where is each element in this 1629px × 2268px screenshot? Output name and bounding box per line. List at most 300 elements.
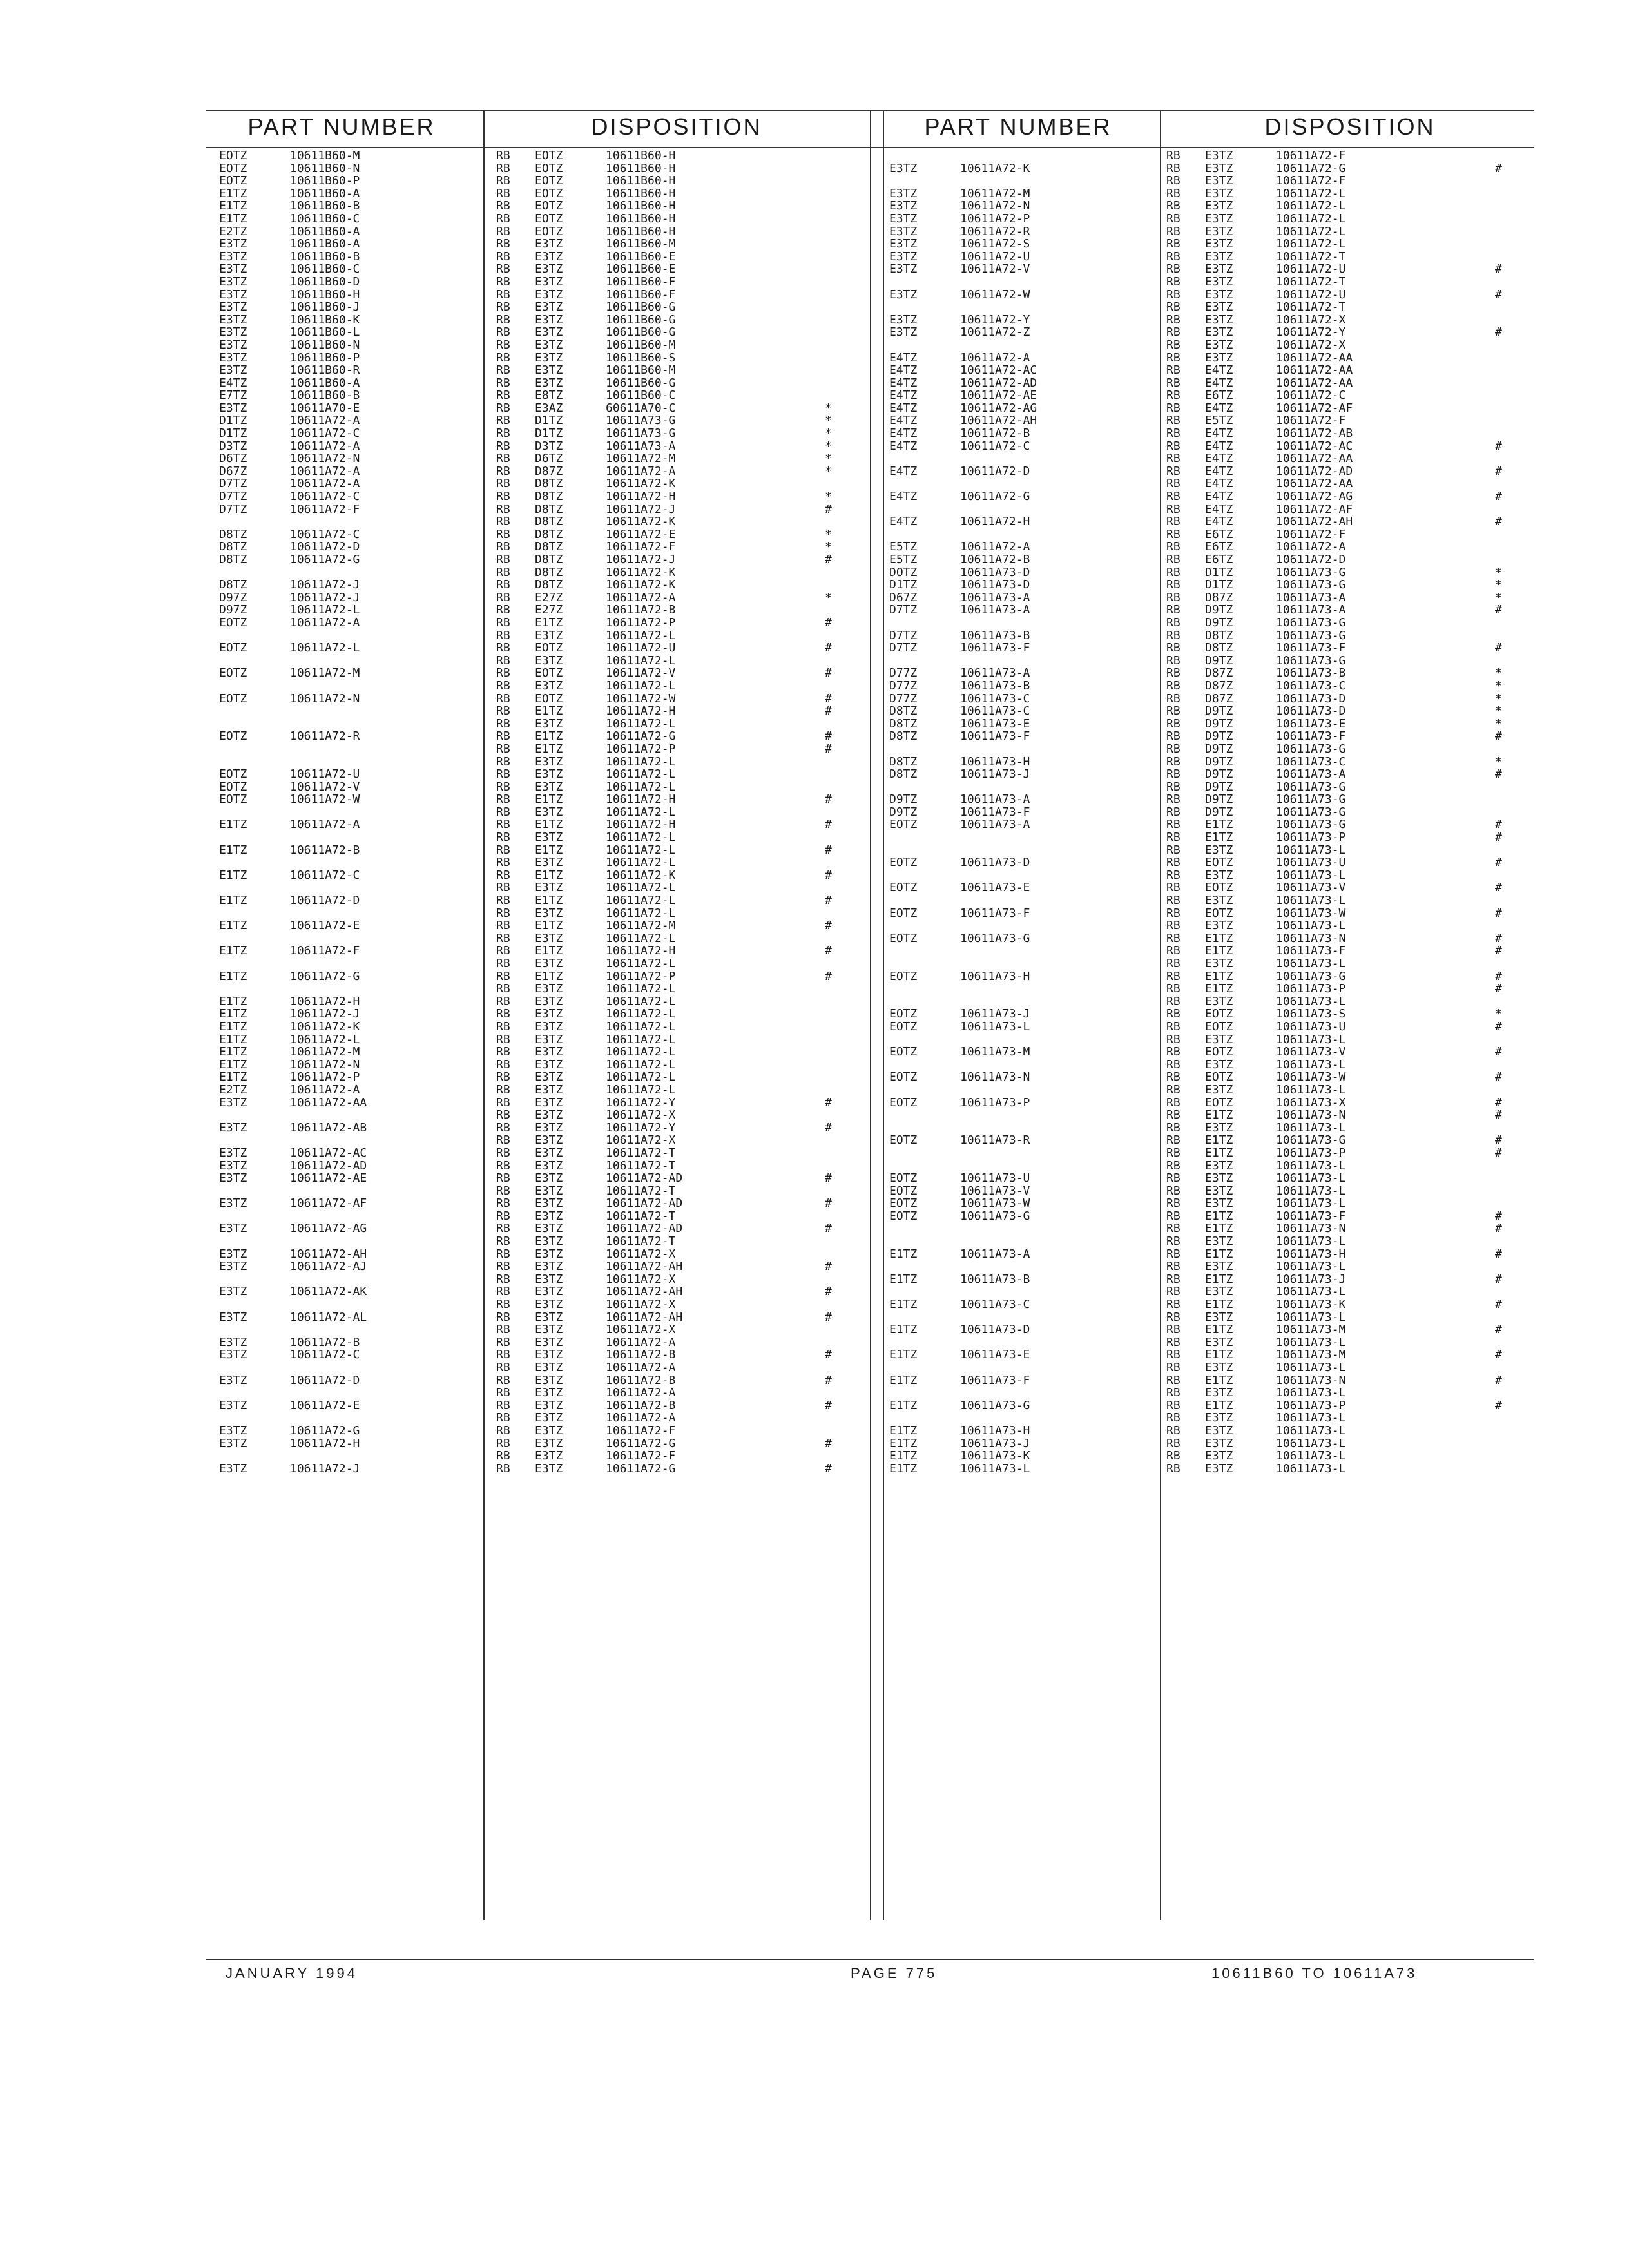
- table-row: [206, 1311, 863, 1324]
- disp-number: 10611A73-L: [1276, 1032, 1346, 1046]
- disposition-code: RB: [1166, 994, 1181, 1008]
- part-prefix: D7TZ: [889, 641, 918, 655]
- disp-prefix: D8TZ: [535, 515, 563, 529]
- disp-number: 10611A72-L: [606, 628, 676, 642]
- disp-number: 10611B60-G: [606, 312, 676, 327]
- disp-number: 10611A72-X: [606, 1272, 676, 1286]
- marker: #: [1495, 262, 1502, 276]
- part-prefix: E4TZ: [889, 414, 918, 428]
- disp-prefix: E3TZ: [1205, 1423, 1233, 1437]
- disposition-code: RB: [1166, 1335, 1181, 1349]
- disp-prefix: E3TZ: [535, 237, 563, 251]
- disp-number: 10611A72-H: [606, 704, 676, 718]
- table-row: [206, 1033, 863, 1046]
- disp-prefix: E3TZ: [535, 1019, 563, 1033]
- disposition-code: RB: [1166, 515, 1181, 529]
- part-number: 10611A72-D: [960, 464, 1030, 478]
- disp-prefix: D8TZ: [535, 502, 563, 516]
- part-prefix: E3TZ: [219, 287, 247, 302]
- table-row: [883, 1122, 1534, 1135]
- table-row: [206, 894, 863, 907]
- table-row: [883, 667, 1534, 680]
- table-row: [883, 1374, 1534, 1387]
- disp-number: 10611A73-G: [1276, 793, 1346, 807]
- marker: *: [825, 401, 832, 415]
- disp-number: 10611A73-P: [1276, 831, 1346, 845]
- disposition-code: RB: [496, 994, 510, 1008]
- table-row: [883, 377, 1534, 390]
- part-number: 10611A72-A: [290, 818, 360, 832]
- disp-number: 10611A73-U: [1276, 1019, 1346, 1033]
- disp-number: 10611A72-AA: [1276, 477, 1353, 491]
- disp-number: 10611A72-F: [1276, 149, 1346, 162]
- disp-number: 10611A73-L: [1276, 1436, 1346, 1450]
- disp-number: 10611A73-D: [1276, 704, 1346, 718]
- disp-prefix: E1TZ: [1205, 1133, 1233, 1148]
- disp-prefix: E3TZ: [535, 628, 563, 642]
- marker: #: [1495, 729, 1502, 744]
- disp-number: 10611A72-G: [1276, 161, 1346, 175]
- disp-prefix: EOTZ: [1205, 856, 1233, 870]
- disp-prefix: D9TZ: [1205, 742, 1233, 756]
- table-row: [206, 314, 863, 327]
- part-prefix: E1TZ: [219, 944, 247, 958]
- table-row: [206, 1008, 863, 1021]
- disp-number: 10611A72-B: [606, 1398, 676, 1412]
- part-prefix: E5TZ: [889, 540, 918, 554]
- table-row: [206, 1210, 863, 1223]
- table-row: [206, 263, 863, 276]
- disp-number: 10611A72-Y: [606, 1120, 676, 1135]
- disp-prefix: E3TZ: [535, 1260, 563, 1274]
- disp-number: 10611A72-L: [606, 982, 676, 996]
- disp-prefix: E4TZ: [1205, 439, 1233, 453]
- part-number: 10611B60-A: [290, 237, 360, 251]
- disp-prefix: E3TZ: [1205, 287, 1233, 302]
- disposition-code: RB: [1166, 376, 1181, 390]
- disp-prefix: E6TZ: [1205, 389, 1233, 403]
- part-number: 10611A70-E: [290, 401, 360, 415]
- table-row: [206, 1361, 863, 1374]
- table-row: [883, 579, 1534, 591]
- disposition-header-left: DISPOSITION: [591, 113, 762, 140]
- disposition-code: RB: [496, 1247, 510, 1261]
- disp-number: 10611B60-H: [606, 174, 676, 188]
- disposition-code: RB: [1166, 452, 1181, 466]
- disp-number: 10611A73-A: [1276, 767, 1346, 782]
- table-row: [206, 1071, 863, 1084]
- part-number: 10611A73-A: [960, 603, 1030, 617]
- part-prefix: E3TZ: [219, 1171, 247, 1186]
- disposition-code: RB: [496, 793, 510, 807]
- part-prefix: EOTZ: [889, 1045, 918, 1059]
- part-number: 10611A73-J: [960, 1007, 1030, 1021]
- disp-number: 10611B60-F: [606, 274, 676, 289]
- disp-prefix: E1TZ: [1205, 931, 1233, 945]
- table-row: [883, 680, 1534, 693]
- marker: *: [825, 464, 832, 478]
- marker: #: [825, 666, 832, 680]
- part-number: 10611A72-N: [290, 691, 360, 706]
- disp-number: 10611A73-M: [1276, 1323, 1346, 1337]
- part-prefix: E3TZ: [889, 237, 918, 251]
- disp-prefix: E3TZ: [1205, 262, 1233, 276]
- part-prefix: E1TZ: [889, 1436, 918, 1450]
- table-row: [883, 743, 1534, 756]
- part-prefix: E3TZ: [219, 1398, 247, 1412]
- disp-number: 10611A73-F: [1276, 944, 1346, 958]
- part-prefix: E3TZ: [219, 1222, 247, 1236]
- disposition-code: RB: [496, 1461, 510, 1475]
- part-number: 10611A73-B: [960, 1272, 1030, 1286]
- disp-prefix: E1TZ: [1205, 1209, 1233, 1223]
- disposition-code: RB: [496, 868, 510, 882]
- table-row: [206, 377, 863, 390]
- part-number: 10611A72-AA: [290, 1095, 367, 1110]
- disp-prefix: E3TZ: [1205, 1411, 1233, 1425]
- table-row: [883, 364, 1534, 377]
- part-prefix: D7TZ: [219, 502, 247, 516]
- part-number: 10611B60-A: [290, 186, 360, 200]
- part-prefix: D8TZ: [889, 716, 918, 731]
- part-prefix: E1TZ: [889, 1461, 918, 1475]
- disp-number: 10611A72-X: [606, 1108, 676, 1122]
- part-prefix: E3TZ: [219, 1095, 247, 1110]
- marker: #: [1495, 1373, 1502, 1387]
- part-prefix: D9TZ: [889, 805, 918, 819]
- table-row: [883, 389, 1534, 402]
- disp-prefix: EOTZ: [1205, 1019, 1233, 1033]
- disp-number: 10611A72-G: [606, 729, 676, 744]
- disp-number: 10611A72-L: [606, 994, 676, 1008]
- table-row: [883, 869, 1534, 882]
- marker: #: [825, 793, 832, 807]
- disp-number: 10611A72-L: [606, 931, 676, 945]
- disp-number: 60611A70-C: [606, 401, 676, 415]
- table-row: [206, 844, 863, 857]
- disposition-code: RB: [496, 1373, 510, 1387]
- marker: #: [825, 553, 832, 566]
- table-row: [883, 213, 1534, 226]
- right-table: [883, 149, 1534, 1475]
- marker: #: [1495, 1209, 1502, 1223]
- disposition-code: RB: [1166, 1007, 1181, 1021]
- part-prefix: E3TZ: [889, 199, 918, 213]
- disp-number: 10611A72-F: [1276, 527, 1346, 541]
- marker: *: [825, 527, 832, 541]
- disp-number: 10611A72-K: [606, 578, 676, 592]
- disposition-code: RB: [496, 754, 510, 769]
- part-number: 10611A72-G: [960, 490, 1030, 504]
- disp-number: 10611A73-S: [1276, 1007, 1346, 1021]
- disposition-code: RB: [496, 944, 510, 958]
- disposition-code: RB: [1166, 1222, 1181, 1236]
- table-row: [206, 276, 863, 289]
- disp-number: 10611A72-T: [1276, 249, 1346, 264]
- disp-number: 10611A73-G: [1276, 969, 1346, 983]
- marker: #: [1495, 641, 1502, 655]
- table-row: [206, 149, 863, 162]
- disp-number: 10611A72-AF: [1276, 502, 1353, 516]
- disp-number: 10611A72-L: [1276, 186, 1346, 200]
- part-prefix: E4TZ: [889, 515, 918, 529]
- disposition-code: RB: [1166, 1272, 1181, 1286]
- disposition-code: RB: [1166, 211, 1181, 226]
- disposition-code: RB: [496, 666, 510, 680]
- marker: #: [1495, 287, 1502, 302]
- part-number: 10611A73-G: [960, 1398, 1030, 1412]
- disp-number: 10611A72-B: [606, 1348, 676, 1362]
- part-number: 10611A73-M: [960, 1045, 1030, 1059]
- disposition-code: RB: [1166, 881, 1181, 895]
- disposition-code: RB: [496, 1298, 510, 1312]
- disposition-code: RB: [496, 211, 510, 226]
- part-prefix: D1TZ: [219, 414, 247, 428]
- part-prefix: EOTZ: [889, 1070, 918, 1084]
- disp-number: 10611A72-L: [606, 767, 676, 782]
- marker: #: [825, 1348, 832, 1362]
- disposition-code: RB: [496, 149, 510, 162]
- disp-number: 10611A73-G: [606, 427, 676, 441]
- part-prefix: EOTZ: [219, 780, 247, 794]
- disp-number: 10611A73-L: [1276, 1235, 1346, 1249]
- marker: #: [1495, 1348, 1502, 1362]
- table-row: [206, 490, 863, 503]
- part-prefix: E4TZ: [889, 427, 918, 441]
- disposition-code: RB: [496, 527, 510, 541]
- disp-number: 10611A73-L: [1276, 843, 1346, 857]
- part-prefix: E1TZ: [219, 969, 247, 983]
- disp-prefix: E6TZ: [1205, 553, 1233, 566]
- disp-prefix: E1TZ: [1205, 1247, 1233, 1261]
- marker: #: [825, 1260, 832, 1274]
- table-row: [206, 528, 863, 541]
- disposition-code: RB: [496, 818, 510, 832]
- disp-prefix: E3TZ: [535, 1373, 563, 1387]
- table-row: [206, 1222, 863, 1235]
- part-prefix: E3TZ: [219, 274, 247, 289]
- disp-number: 10611A72-L: [606, 894, 676, 908]
- disposition-code: RB: [496, 678, 510, 693]
- disp-number: 10611A73-W: [1276, 906, 1346, 920]
- disposition-code: RB: [1166, 615, 1181, 629]
- disp-number: 10611A73-L: [1276, 957, 1346, 970]
- disp-prefix: E3TZ: [1205, 1057, 1233, 1072]
- disposition-code: RB: [1166, 325, 1181, 340]
- disp-prefix: EOTZ: [1205, 881, 1233, 895]
- part-number: 10611A73-F: [960, 729, 1030, 744]
- table-row: [883, 226, 1534, 238]
- part-number: 10611A72-L: [290, 1032, 360, 1046]
- disposition-code: RB: [496, 452, 510, 466]
- disposition-code: RB: [1166, 868, 1181, 882]
- disposition-code: RB: [496, 565, 510, 579]
- disposition-code: RB: [496, 325, 510, 340]
- disp-prefix: D1TZ: [535, 414, 563, 428]
- table-row: [883, 1160, 1534, 1173]
- part-number: 10611B60-H: [290, 287, 360, 302]
- part-number: 10611A72-AD: [960, 376, 1037, 390]
- disp-prefix: E3TZ: [1205, 1158, 1233, 1173]
- disp-number: 10611A72-AA: [1276, 376, 1353, 390]
- disp-prefix: E3TZ: [1205, 1285, 1233, 1299]
- disp-number: 10611A72-AA: [1276, 452, 1353, 466]
- disposition-code: RB: [496, 1007, 510, 1021]
- part-number: 10611A72-E: [290, 919, 360, 933]
- table-row: [883, 793, 1534, 806]
- disp-prefix: E3TZ: [1205, 919, 1233, 933]
- part-number: 10611A72-AH: [290, 1247, 367, 1261]
- disp-prefix: E3TZ: [535, 312, 563, 327]
- disposition-code: RB: [1166, 161, 1181, 175]
- disposition-code: RB: [496, 1158, 510, 1173]
- disp-number: 10611A73-A: [606, 439, 676, 453]
- part-prefix: E3TZ: [219, 262, 247, 276]
- part-number: 10611A73-L: [960, 1019, 1030, 1033]
- disp-prefix: E3TZ: [535, 363, 563, 378]
- disp-prefix: E1TZ: [1205, 1323, 1233, 1337]
- part-prefix: E1TZ: [219, 1019, 247, 1033]
- disp-number: 10611A72-Y: [1276, 325, 1346, 340]
- disposition-code: RB: [496, 1120, 510, 1135]
- part-prefix: E3TZ: [219, 249, 247, 264]
- disp-number: 10611A72-K: [606, 515, 676, 529]
- table-row: [206, 756, 863, 769]
- disp-number: 10611A73-E: [1276, 716, 1346, 731]
- marker: #: [1495, 1398, 1502, 1412]
- table-row: [883, 856, 1534, 869]
- disp-prefix: E3TZ: [535, 856, 563, 870]
- disposition-code: RB: [1166, 414, 1181, 428]
- table-row: [883, 149, 1534, 162]
- part-prefix: E3TZ: [219, 1436, 247, 1450]
- table-row: [206, 579, 863, 591]
- disposition-code: RB: [496, 312, 510, 327]
- marker: #: [825, 1171, 832, 1186]
- part-number: 10611A72-AC: [290, 1146, 367, 1160]
- table-row: [206, 970, 863, 983]
- disp-prefix: D6TZ: [535, 452, 563, 466]
- part-number: 10611A73-H: [960, 969, 1030, 983]
- part-prefix: E1TZ: [889, 1423, 918, 1437]
- table-row: [206, 1450, 863, 1463]
- part-number: 10611A72-J: [290, 1461, 360, 1475]
- disposition-code: RB: [1166, 262, 1181, 276]
- disp-prefix: E3TZ: [535, 300, 563, 314]
- part-prefix: EOTZ: [889, 1209, 918, 1223]
- disp-number: 10611A73-G: [1276, 653, 1346, 668]
- part-prefix: E3TZ: [889, 287, 918, 302]
- table-row: [206, 932, 863, 945]
- marker: #: [825, 1095, 832, 1110]
- disp-prefix: E3TZ: [535, 678, 563, 693]
- disposition-code: RB: [1166, 1361, 1181, 1374]
- part-prefix: D8TZ: [889, 729, 918, 744]
- table-row: [883, 1185, 1534, 1198]
- disposition-code: RB: [1166, 338, 1181, 352]
- disp-number: 10611A72-V: [606, 666, 676, 680]
- disp-prefix: E4TZ: [1205, 401, 1233, 415]
- part-number: 10611A72-AL: [290, 1310, 367, 1324]
- disp-prefix: E4TZ: [1205, 490, 1233, 504]
- disp-number: 10611A73-L: [1276, 919, 1346, 933]
- part-prefix: E1TZ: [889, 1348, 918, 1362]
- disp-prefix: D87Z: [1205, 691, 1233, 706]
- part-prefix: E1TZ: [889, 1298, 918, 1312]
- part-number: 10611A72-AB: [290, 1120, 367, 1135]
- disposition-code: RB: [1166, 1032, 1181, 1046]
- part-prefix: EOTZ: [219, 666, 247, 680]
- part-prefix: D8TZ: [889, 754, 918, 769]
- bottom-rule: [206, 1959, 1534, 1960]
- disp-prefix: D87Z: [1205, 678, 1233, 693]
- table-row: [883, 314, 1534, 327]
- disp-prefix: E1TZ: [535, 868, 563, 882]
- disposition-code: RB: [1166, 691, 1181, 706]
- table-row: [206, 503, 863, 516]
- disp-prefix: E3TZ: [535, 325, 563, 340]
- part-prefix: E3TZ: [219, 363, 247, 378]
- part-number: 10611A73-R: [960, 1133, 1030, 1148]
- disposition-code: RB: [496, 969, 510, 983]
- disp-prefix: E3TZ: [535, 1082, 563, 1097]
- marker: #: [1495, 831, 1502, 845]
- part-prefix: E4TZ: [889, 401, 918, 415]
- table-row: [206, 781, 863, 794]
- disposition-code: RB: [1166, 754, 1181, 769]
- disp-prefix: EOTZ: [1205, 906, 1233, 920]
- disp-prefix: D3TZ: [535, 439, 563, 453]
- marker: #: [825, 1436, 832, 1450]
- disposition-code: RB: [1166, 793, 1181, 807]
- part-prefix: D6TZ: [219, 452, 247, 466]
- disposition-code: RB: [496, 894, 510, 908]
- disp-number: 10611A72-L: [606, 1057, 676, 1072]
- disposition-code: RB: [496, 843, 510, 857]
- disposition-code: RB: [1166, 906, 1181, 920]
- disp-prefix: E3TZ: [1205, 1171, 1233, 1186]
- table-row: [206, 200, 863, 213]
- part-number: 10611A72-C: [290, 868, 360, 882]
- disp-prefix: EOTZ: [535, 666, 563, 680]
- part-prefix: D8TZ: [219, 553, 247, 566]
- table-row: [883, 1235, 1534, 1248]
- disp-prefix: E4TZ: [1205, 427, 1233, 441]
- table-row: [883, 818, 1534, 831]
- disposition-code: RB: [1166, 1398, 1181, 1412]
- disp-number: 10611A72-L: [606, 1007, 676, 1021]
- disposition-code: RB: [496, 439, 510, 453]
- marker: #: [1495, 1045, 1502, 1059]
- table-row: [206, 1109, 863, 1122]
- part-prefix: D8TZ: [219, 540, 247, 554]
- table-row: [883, 1412, 1534, 1425]
- disp-prefix: EOTZ: [1205, 1007, 1233, 1021]
- disp-number: 10611A73-F: [1276, 641, 1346, 655]
- disp-prefix: EOTZ: [535, 199, 563, 213]
- disp-prefix: E3TZ: [535, 1171, 563, 1186]
- part-prefix: D7TZ: [889, 628, 918, 642]
- disposition-code: RB: [1166, 666, 1181, 680]
- table-row: [206, 1374, 863, 1387]
- part-number: 10611A72-D: [290, 1373, 360, 1387]
- table-row: [206, 831, 863, 844]
- disp-number: 10611B60-H: [606, 161, 676, 175]
- disp-number: 10611A73-L: [1276, 1386, 1346, 1400]
- part-number: 10611A72-A: [290, 464, 360, 478]
- table-row: [883, 541, 1534, 553]
- table-row: [206, 541, 863, 553]
